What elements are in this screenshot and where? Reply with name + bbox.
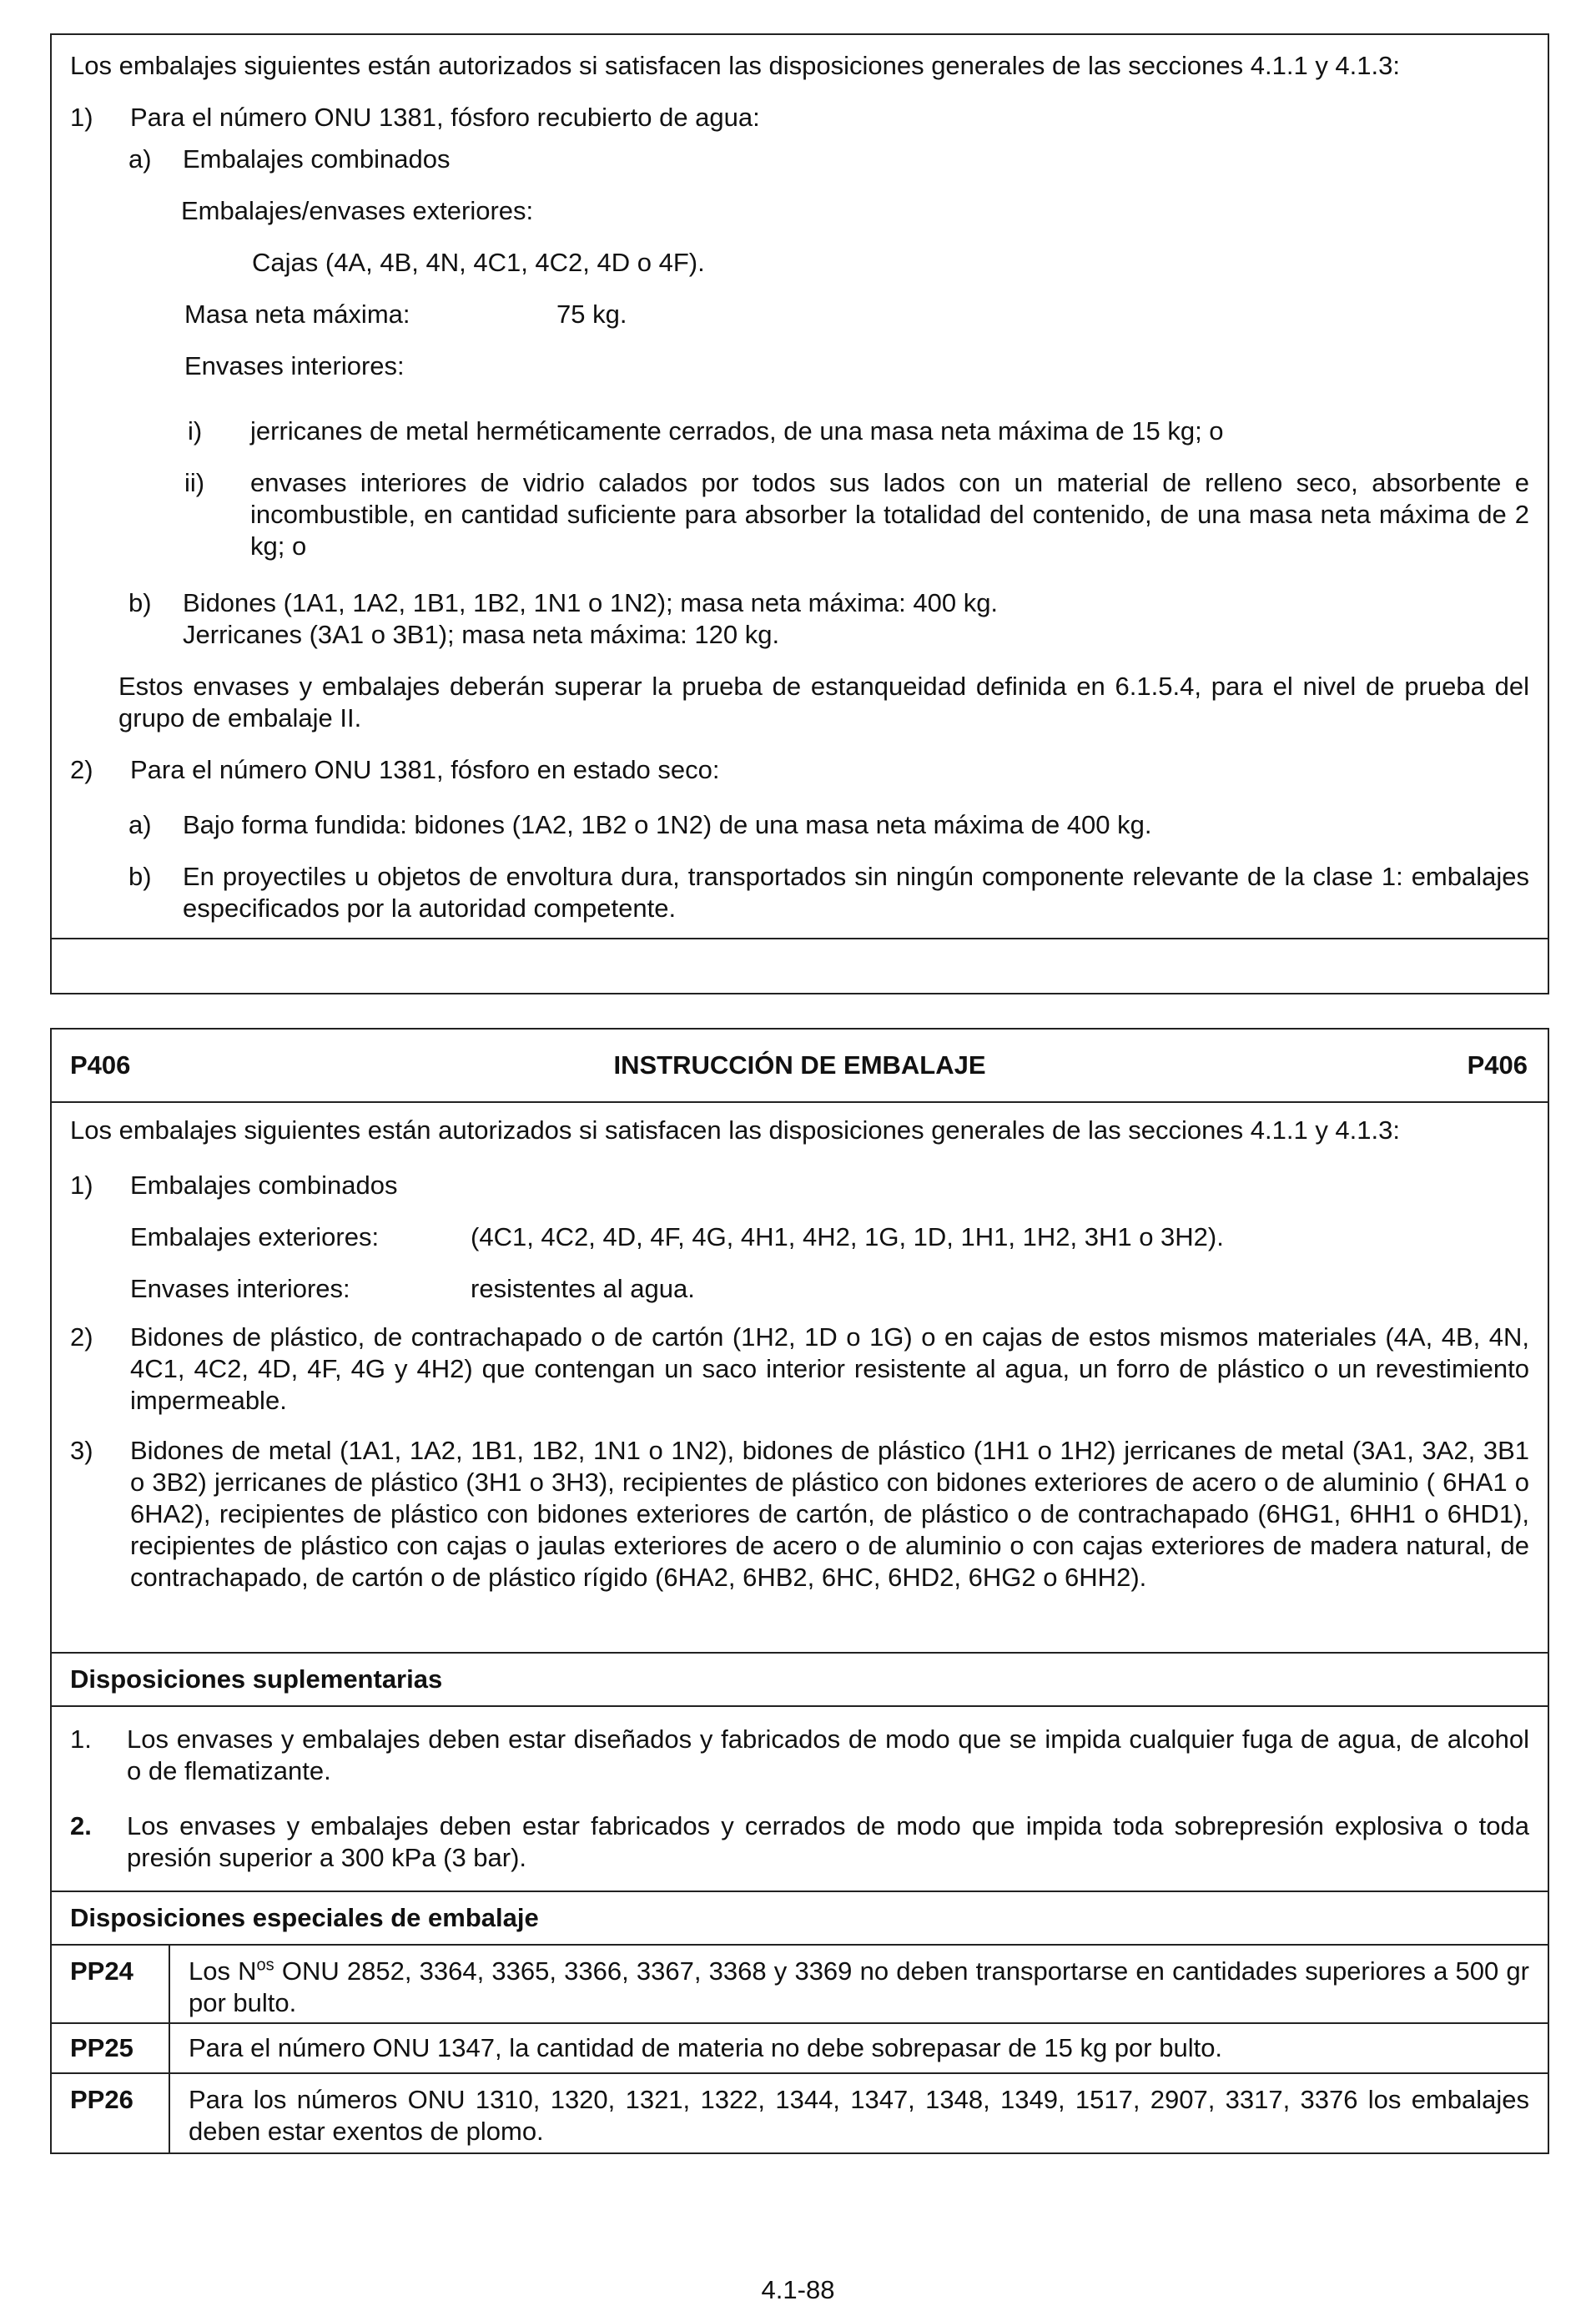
item-text: Bidones de metal (1A1, 1A2, 1B1, 1B2, 1N1 o 1N2), bidones de plástico (1H1 o 1H2) jerricanes de metal (3A1, 3A2, 3B1 o 3B2) jerricanes de plástico (3H1 o 3H3), recipientes de plástico con bidones exteriores de acero o de aluminio ( 6HA1 o 6HA2), recipientes de plástico con bidones exteriores de cartón, de plástico o de contrachapado (6HG1, 6HH1 o 6HD1), recipientes de plástico con cajas o jaulas exteriores de acero o de aluminio o con cajas exteriores de madera natural, de contrachapado, de cartón o de plástico rígido (6HA2, 6HB2, 6HC, 6HD2, 6HG2 o 6HH2). [130,1436,1529,1592]
instruction-code-right: P406 [1467,1050,1528,1080]
special-provisions-title: Disposiciones especiales de embalaje [70,1903,539,1932]
inner-packaging-label: Envases interiores: [184,351,405,380]
subitem-text: Bajo forma fundida: bidones (1A2, 1B2 o 1N2) de una masa neta máxima de 400 kg. [183,810,1152,839]
item-text: Bidones de plástico, de contrachapado o de cartón (1H2, 1D o 1G) o en cajas de estos mismos materiales (4A, 4B, 4N, 4C1, 4C2, 4D, 4F, 4G y 4H2) que contengan un saco interior resistente al agua, un forro de plástico o un revestimiento impermeable. [130,1322,1529,1415]
provision-text: Los $N^{os}$ ONU 2852, 3364, 3365, 3366, 3367, 3368 y 3369 no deben transportarse en cantidades superiores a 500 gr por bulto. [189,1956,1529,2017]
max-mass-label: Masa neta máxima: [184,300,410,329]
outer-packaging-value: (4C1, 4C2, 4D, 4F, 4G, 4H1, 4H2, 1G, 1D, 1H1, 1H2, 3H1 o 3H2). [471,1222,1224,1251]
provision-text: Los envases y embalajes deben estar diseñados y fabricados de modo que se impida cualquier fuga de agua, de alcohol o de flematizante. [127,1724,1529,1785]
item-number: 3) [70,1436,93,1465]
provision-text: Para los números ONU 1310, 1320, 1321, 1322, 1344, 1347, 1348, 1349, 1517, 2907, 3317, 3376 los embalajes deben estar exentos de plomo. [189,2085,1529,2146]
supplementary-body [52,1705,1548,1891]
provision-code: PP24 [70,1956,133,1986]
page-number: 4.1-88 [761,2275,835,2304]
inner-packaging-value: resistentes al agua. [471,1274,695,1303]
continuation-body [52,35,1548,938]
supplementary-title: Disposiciones suplementarias [70,1664,443,1694]
drums-text: Bidones (1A1, 1A2, 1B1, 1B2, 1N1 o 1N2); masa neta máxima: 400 kg. [183,588,999,617]
item-number: 1) [70,1171,93,1200]
provision-text: Para el número ONU 1347, la cantidad de materia no debe sobrepasar de 15 kg por bulto. [189,2033,1223,2062]
item-text: Para el número ONU 1381, fósforo recubierto de agua: [130,103,760,132]
inner-packaging-label: Envases interiores: [130,1274,350,1303]
provision-number: 1. [70,1724,92,1754]
subitem-label: b) [128,588,152,617]
outer-packaging-value: Cajas (4A, 4B, 4N, 4C1, 4C2, 4D o 4F). [252,248,705,277]
subitem-label: a) [128,144,152,174]
subitem-label: a) [128,810,152,839]
item-number: 2) [70,1322,93,1352]
jerricans-text: Jerricanes (3A1 o 3B1); masa neta máxima: 120 kg. [183,620,780,649]
instruction-title: INSTRUCCIÓN DE EMBALAJE [613,1050,986,1080]
subitem-label: b) [128,862,152,891]
table-row [52,2072,1548,2152]
roman-label: ii) [184,468,205,497]
outer-packaging-label: Embalajes exteriores: [130,1222,380,1251]
provision-text: Los envases y embalajes deben estar fabricados y cerrados de modo que impida toda sobrepresión explosiva o toda presión superior a 300 kPa (3 bar). [127,1811,1529,1872]
item-text: Para el número ONU 1381, fósforo en estado seco: [130,755,720,784]
packing-instruction-continuation [50,33,1549,994]
instruction-body [52,1101,1548,1652]
supplementary-title-row [52,1652,1548,1705]
item-number: 2) [70,755,93,784]
item-text: Embalajes combinados [130,1171,398,1200]
provision-code: PP25 [70,2033,133,2062]
intro-text: Los embalajes siguientes están autorizados si satisfacen las disposiciones generales de las secciones 4.1.1 y 4.1.3: [70,51,1400,80]
outer-packaging-label: Embalajes/envases exteriores: [181,196,534,225]
special-provisions-title-row [52,1891,1548,1944]
provision-number: 2. [70,1811,92,1840]
roman-label: i) [188,416,203,446]
inner-option-text: jerricanes de metal herméticamente cerrados, de una masa neta máxima de 15 kg; o [250,416,1224,446]
provision-code: PP26 [70,2085,133,2114]
leakproof-note: Estos envases y embalajes deberán superar la prueba de estanqueidad definida en 6.1.5.4, para el nivel de prueba del grupo de embalaje II. [118,672,1529,733]
subitem-text: Embalajes combinados [183,144,451,174]
item-number: 1) [70,103,93,132]
instruction-code-left: P406 [70,1050,131,1080]
packing-instruction-p406 [50,1028,1549,2154]
instruction-header [52,1030,1548,1101]
empty-row [52,938,1548,994]
table-row [52,2022,1548,2072]
subitem-text: En proyectiles u objetos de envoltura dura, transportados sin ningún componente relevante de la clase 1: embalajes especificados por la autoridad competente. [183,862,1529,923]
table-row [52,1944,1548,2022]
intro-text: Los embalajes siguientes están autorizados si satisfacen las disposiciones generales de las secciones 4.1.1 y 4.1.3: [70,1115,1400,1145]
max-mass-value: 75 kg. [556,300,627,329]
inner-option-text: envases interiores de vidrio calados por todos sus lados con un material de relleno seco, absorbente e incombustible, en cantidad suficiente para absorber la totalidad del contenido, de una masa neta máxima de 2 kg; o [250,468,1529,561]
